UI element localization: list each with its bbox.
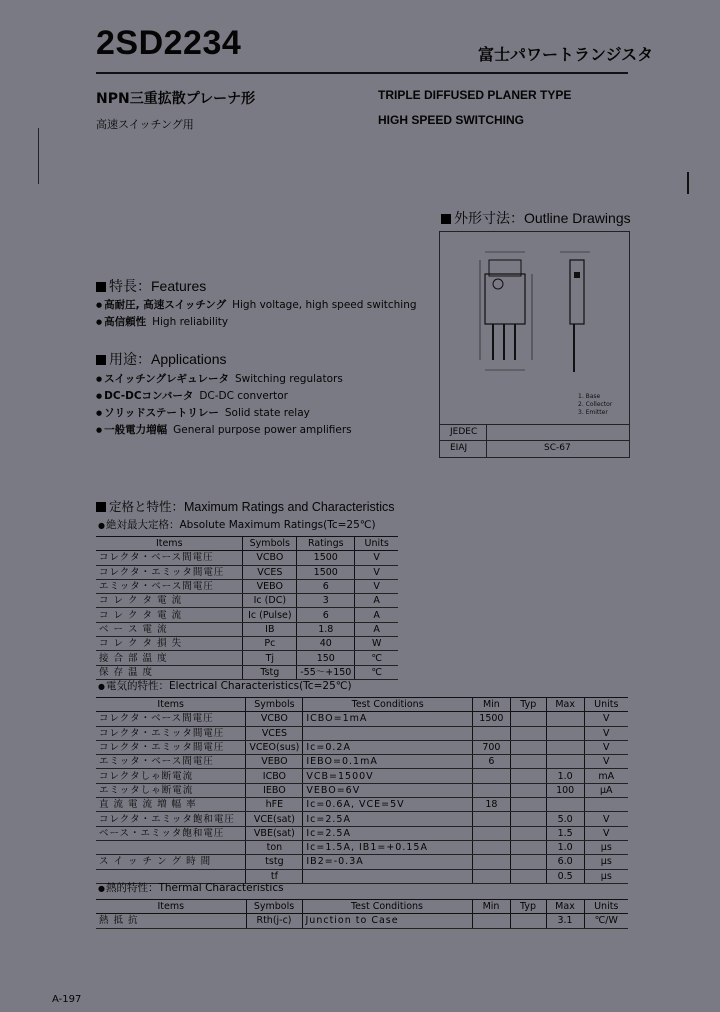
table-cell <box>472 769 510 783</box>
table-cell: IB2=-0.3A <box>303 855 473 869</box>
table-cell: Rth(j-c) <box>246 914 302 928</box>
list-item: ● スイッチングレギュレータ Switching regulators <box>96 371 352 388</box>
table-cell: コレクタ・ベース間電圧 <box>96 712 246 726</box>
table-cell: V <box>584 826 628 840</box>
features-list <box>96 297 417 331</box>
table-cell <box>510 755 546 769</box>
table-row <box>96 594 398 608</box>
margin-mark-left <box>38 128 39 184</box>
maker-title: 富士パワートランジスタ <box>478 45 654 64</box>
table-cell: Ic (Pulse) <box>243 608 297 622</box>
table-cell: エミッタ・ベース間電圧 <box>96 755 246 769</box>
table-cell: VCB=1500V <box>303 769 473 783</box>
table-cell: Pc <box>243 637 297 651</box>
table-cell: ス イ ッ チ ン グ 時 間 <box>96 855 246 869</box>
table-cell <box>472 826 510 840</box>
table-cell <box>510 826 546 840</box>
table-cell: 6 <box>472 755 510 769</box>
list-item: ● 一般電力増幅 General purpose power amplifiers <box>96 422 352 439</box>
table-cell: 1.0 <box>546 769 584 783</box>
cell-divider <box>486 425 487 441</box>
table-cell: 保 存 温 度 <box>96 665 243 679</box>
table-cell: 1.0 <box>546 840 584 854</box>
table-cell: VCES <box>243 565 297 579</box>
features-title: 特長：Features <box>96 276 206 296</box>
table-cell: 150 <box>297 651 355 665</box>
table-cell: ℃ <box>355 651 398 665</box>
table-cell: ton <box>246 840 303 854</box>
table-cell: A <box>355 622 398 636</box>
table-cell: VEBO=6V <box>303 783 473 797</box>
list-item: ● 高信頼性 High reliability <box>96 314 417 331</box>
table-cell: VCBO <box>246 712 303 726</box>
table-cell: 1.8 <box>297 622 355 636</box>
col-header: Symbols <box>246 900 302 914</box>
table-row <box>96 608 398 622</box>
table-row <box>96 651 398 665</box>
table-cell <box>584 798 628 812</box>
col-header: Test Conditions <box>302 900 472 914</box>
list-item: ● 高耐圧, 高速スイッチング High voltage, high speed switching <box>96 297 417 314</box>
ratings-section-title: 定格と特性：Maximum Ratings and Characteristics <box>96 497 395 515</box>
table-cell <box>546 798 584 812</box>
table-cell: 1500 <box>297 551 355 565</box>
table-cell: コレクタ・エミッタ間電圧 <box>96 726 246 740</box>
table-cell: エミッタしゃ断電流 <box>96 783 246 797</box>
thermal-title: ● 熱的特性：Thermal Characteristics <box>98 880 284 895</box>
table-row <box>96 565 398 579</box>
table-row <box>96 798 628 812</box>
table-cell: VEBO <box>246 755 303 769</box>
table-cell: 100 <box>546 783 584 797</box>
table-cell <box>510 712 546 726</box>
col-header: Symbols <box>246 698 303 712</box>
table-cell: 700 <box>472 740 510 754</box>
svg-text:2. Collector: 2. Collector <box>578 401 613 408</box>
table-cell: A <box>355 608 398 622</box>
table-cell: IEBO=0.1mA <box>303 755 473 769</box>
cell-divider <box>486 441 487 457</box>
table-cell: 1500 <box>472 712 510 726</box>
header-rule <box>96 72 628 74</box>
col-header: Typ <box>510 900 546 914</box>
table-cell: ℃ <box>355 665 398 679</box>
table-cell: A <box>355 594 398 608</box>
list-item: ● DC-DCコンバータ DC-DC convertor <box>96 388 352 405</box>
table-cell <box>510 769 546 783</box>
table-cell: コレクタしゃ断電流 <box>96 769 246 783</box>
table-cell: Ic=0.6A, VCE=5V <box>303 798 473 812</box>
table-cell: コレクタ・エミッタ間電圧 <box>96 740 246 754</box>
transistor-outline-drawing <box>440 232 629 424</box>
table-cell <box>510 812 546 826</box>
table-cell: コ レ ク タ 電 流 <box>96 594 243 608</box>
table-cell: μs <box>584 855 628 869</box>
table-cell: -55～+150 <box>297 665 355 679</box>
table-cell <box>510 726 546 740</box>
applications-list <box>96 371 352 439</box>
table-cell: V <box>584 740 628 754</box>
col-header: Min <box>472 900 510 914</box>
table-cell: 1500 <box>297 565 355 579</box>
table-cell: 3 <box>297 594 355 608</box>
jedec-label: JEDEC <box>450 427 478 437</box>
table-cell: エミッタ・ベース間電圧 <box>96 579 243 593</box>
table-cell: 6 <box>297 608 355 622</box>
table-cell <box>510 869 546 883</box>
table-cell <box>510 855 546 869</box>
table-cell <box>472 914 510 928</box>
type-jp: NPN三重拡散プレーナ形 <box>96 91 256 107</box>
svg-text:3. Emitter: 3. Emitter <box>578 409 608 416</box>
table-cell <box>472 783 510 797</box>
table-cell <box>510 840 546 854</box>
jedec-row <box>440 424 629 441</box>
table-cell: W <box>355 637 398 651</box>
table-cell: 熱 抵 抗 <box>96 914 246 928</box>
square-bullet-icon <box>96 355 106 365</box>
table-cell: VCEO(sus) <box>246 740 303 754</box>
table-row <box>96 783 628 797</box>
table-cell: 接 合 部 温 度 <box>96 651 243 665</box>
abs-max-table <box>96 536 398 680</box>
eiaj-value: SC-67 <box>544 443 571 453</box>
table-row <box>96 755 628 769</box>
table-cell <box>510 914 546 928</box>
table-cell <box>546 755 584 769</box>
table-cell <box>546 726 584 740</box>
table-row <box>96 769 628 783</box>
col-header: Units <box>584 698 628 712</box>
eiaj-row <box>440 440 629 457</box>
use-en: HIGH SPEED SWITCHING <box>378 113 525 127</box>
table-cell: mA <box>584 769 628 783</box>
table-cell <box>303 726 473 740</box>
table-cell: Ic=2.5A <box>303 826 473 840</box>
table-cell: 0.5 <box>546 869 584 883</box>
margin-mark-right <box>687 172 689 194</box>
applications-title: 用途：Applications <box>96 349 227 369</box>
table-cell: 6.0 <box>546 855 584 869</box>
table-cell: IEBO <box>246 783 303 797</box>
col-header: Test Conditions <box>303 698 473 712</box>
eiaj-label: EIAJ <box>450 443 468 453</box>
table-cell: コレクタ・エミッタ飽和電圧 <box>96 812 246 826</box>
col-header: Symbols <box>243 537 297 551</box>
electrical-table <box>96 697 628 884</box>
table-header-row <box>96 698 628 712</box>
col-header: Units <box>584 900 628 914</box>
table-cell: V <box>355 551 398 565</box>
square-bullet-icon <box>441 214 451 224</box>
table-cell: Tj <box>243 651 297 665</box>
table-row <box>96 726 628 740</box>
table-row <box>96 712 628 726</box>
table-cell: V <box>584 726 628 740</box>
table-cell: Ic=1.5A, IB1=+0.15A <box>303 840 473 854</box>
table-header-row <box>96 537 398 551</box>
table-row <box>96 637 398 651</box>
table-cell: VCBO <box>243 551 297 565</box>
table-cell: ベース・エミッタ飽和電圧 <box>96 826 246 840</box>
electrical-title: ● 電気的特性：Electrical Characteristics(Tc=25℃) <box>98 678 352 693</box>
col-header: Units <box>355 537 398 551</box>
table-row <box>96 622 398 636</box>
table-row <box>96 812 628 826</box>
square-bullet-icon <box>96 502 106 512</box>
table-row <box>96 579 398 593</box>
list-item: ● ソリッドステートリレー Solid state relay <box>96 405 352 422</box>
table-cell <box>472 726 510 740</box>
part-number: 2SD2234 <box>96 24 242 62</box>
table-cell: ICBO=1mA <box>303 712 473 726</box>
table-cell <box>472 855 510 869</box>
table-header-row <box>96 900 628 914</box>
table-cell: V <box>584 755 628 769</box>
table-cell <box>510 798 546 812</box>
table-cell: コレクタ・エミッタ間電圧 <box>96 565 243 579</box>
thermal-table <box>96 899 628 929</box>
page-number: A-197 <box>52 994 82 1005</box>
table-row <box>96 914 628 928</box>
table-cell: VEBO <box>243 579 297 593</box>
table-cell <box>546 712 584 726</box>
table-cell: 40 <box>297 637 355 651</box>
col-header: Items <box>96 698 246 712</box>
table-cell: VCE(sat) <box>246 812 303 826</box>
table-cell: 3.1 <box>546 914 584 928</box>
type-en: TRIPLE DIFFUSED PLANER TYPE <box>378 88 572 102</box>
table-cell: tf <box>246 869 303 883</box>
table-row <box>96 826 628 840</box>
col-header: Items <box>96 537 243 551</box>
use-jp: 高速スイッチング用 <box>96 118 194 131</box>
table-cell <box>510 783 546 797</box>
table-cell: V <box>355 579 398 593</box>
table-cell: VCES <box>246 726 303 740</box>
table-cell: ICBO <box>246 769 303 783</box>
col-header: Max <box>546 698 584 712</box>
table-cell: hFE <box>246 798 303 812</box>
table-cell: ベ ー ス 電 流 <box>96 622 243 636</box>
table-cell: μA <box>584 783 628 797</box>
table-cell <box>96 840 246 854</box>
col-header: Ratings <box>297 537 355 551</box>
table-cell: tstg <box>246 855 303 869</box>
table-cell: Tstg <box>243 665 297 679</box>
table-cell: μs <box>584 869 628 883</box>
table-cell: 6 <box>297 579 355 593</box>
table-cell: 18 <box>472 798 510 812</box>
outline-drawing-box <box>439 231 630 458</box>
table-cell: ℃/W <box>584 914 628 928</box>
table-cell: 5.0 <box>546 812 584 826</box>
table-row <box>96 855 628 869</box>
table-cell <box>303 869 473 883</box>
col-header: Max <box>546 900 584 914</box>
table-cell: VBE(sat) <box>246 826 303 840</box>
table-cell: Ic=2.5A <box>303 812 473 826</box>
col-header: Min <box>472 698 510 712</box>
table-cell: V <box>584 712 628 726</box>
outline-title: 外形寸法：Outline Drawings <box>441 208 631 228</box>
table-cell <box>472 869 510 883</box>
square-bullet-icon <box>96 282 106 292</box>
table-cell: コ レ ク タ 損 失 <box>96 637 243 651</box>
table-cell: μs <box>584 840 628 854</box>
table-cell: Ic (DC) <box>243 594 297 608</box>
table-cell <box>546 740 584 754</box>
col-header: Typ <box>510 698 546 712</box>
table-cell: 1.5 <box>546 826 584 840</box>
col-header: Items <box>96 900 246 914</box>
table-row <box>96 840 628 854</box>
table-cell <box>472 812 510 826</box>
table-cell: V <box>355 565 398 579</box>
table-cell: IB <box>243 622 297 636</box>
table-cell: コレクタ・ベース間電圧 <box>96 551 243 565</box>
table-cell: V <box>584 812 628 826</box>
table-cell: Junction to Case <box>302 914 472 928</box>
svg-text:1. Base: 1. Base <box>578 393 601 400</box>
table-cell <box>472 840 510 854</box>
table-cell: Ic=0.2A <box>303 740 473 754</box>
table-row <box>96 551 398 565</box>
abs-max-title: ● 絶対最大定格：Absolute Maximum Ratings(Tc=25℃) <box>98 517 376 532</box>
table-row <box>96 740 628 754</box>
table-cell: コ レ ク タ 電 流 <box>96 608 243 622</box>
table-cell <box>510 740 546 754</box>
table-cell: 直 流 電 流 増 幅 率 <box>96 798 246 812</box>
